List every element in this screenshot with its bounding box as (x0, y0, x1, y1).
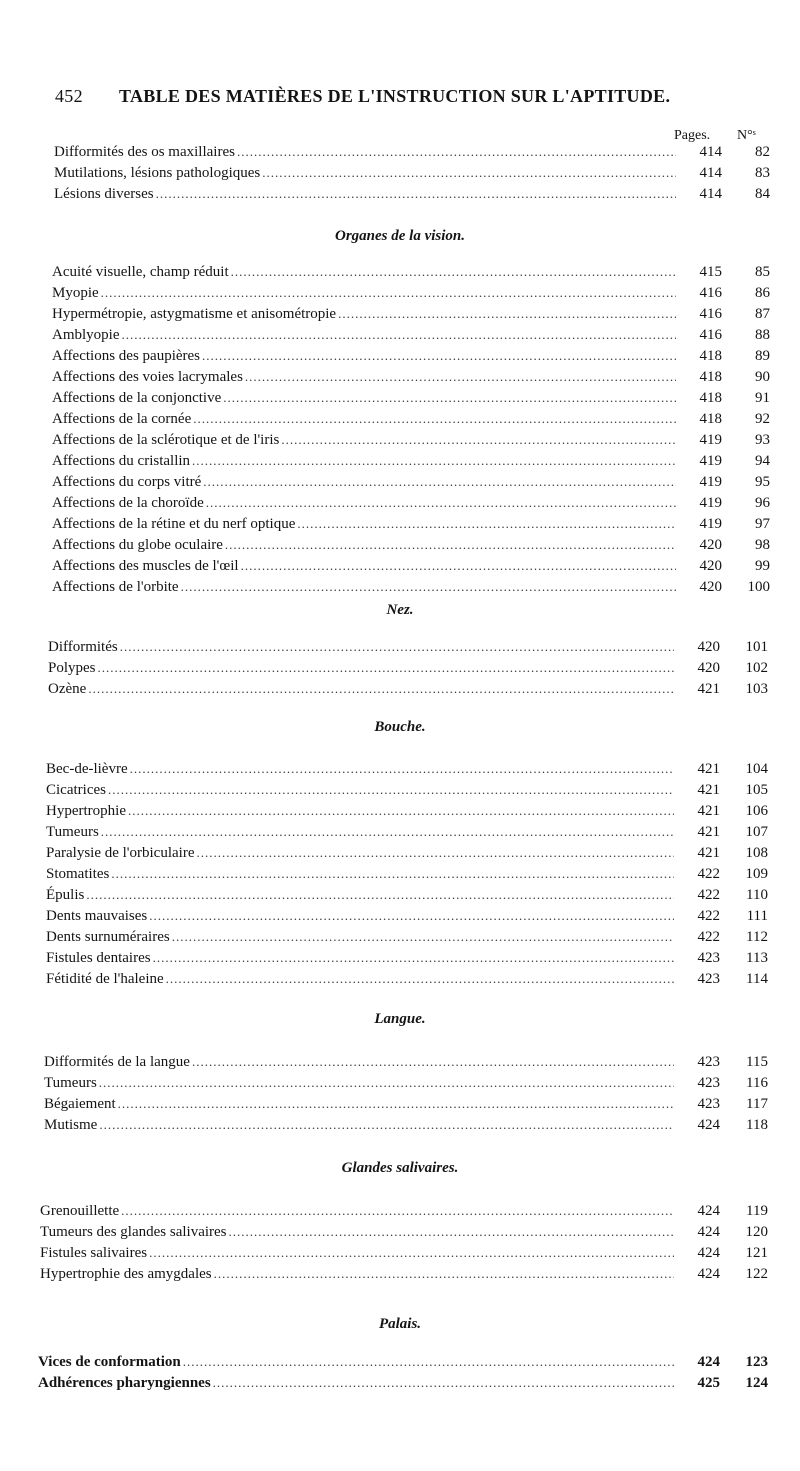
dot-leader (203, 472, 676, 492)
dot-leader (111, 864, 674, 884)
dot-leader (193, 409, 676, 429)
dot-leader (149, 1243, 674, 1263)
toc-entry: Mutilations, lésions pathologiques ..... 414 83 (54, 163, 772, 183)
toc-entry: Mutisme ..... 424 118 (44, 1115, 770, 1135)
page-number: 452 (55, 86, 83, 106)
toc-entry: Bec-de-lièvre ..... 421 104 (46, 759, 770, 779)
dot-leader (281, 430, 676, 450)
toc-entry: Dents surnuméraires ..... 422 112 (46, 927, 770, 947)
dot-leader (101, 283, 676, 303)
toc-entry: Vices de conformation ..... 424 123 (38, 1352, 770, 1372)
toc-entry: Fétidité de l'haleine ..... 423 114 (46, 969, 770, 989)
toc-entry: Acuité visuelle, champ réduit ..... 415 85 (52, 262, 772, 282)
toc-entry: Polypes ..... 420 102 (48, 658, 770, 678)
toc-entry: Affections du cristallin ..... 419 94 (52, 451, 772, 471)
page-title: TABLE DES MATIÈRES DE L'INSTRUCTION SUR L'APTITUDE. (119, 86, 671, 106)
dot-leader (192, 451, 676, 471)
page-header (55, 86, 755, 107)
toc-entry: Myopie ..... 416 86 (52, 283, 772, 303)
section-title-nez: Nez. (386, 602, 414, 618)
toc-entry: Grenouillette ..... 424 119 (40, 1201, 770, 1221)
toc-entry: Lésions diverses ..... 414 84 (54, 184, 772, 204)
dot-leader (181, 577, 676, 597)
dot-leader (231, 262, 676, 282)
toc-entry: Affections du corps vitré ..... 419 95 (52, 472, 772, 492)
toc-entry: Affections des muscles de l'œil ..... 420 99 (52, 556, 772, 576)
dot-leader (118, 1094, 674, 1114)
dot-leader (338, 304, 676, 324)
dot-leader (213, 1373, 674, 1393)
dot-leader (183, 1352, 674, 1372)
dot-leader (237, 142, 676, 162)
dot-leader (192, 1052, 674, 1072)
toc-entry: Bégaiement ..... 423 117 (44, 1094, 770, 1114)
dot-leader (206, 493, 676, 513)
toc-entry: Affections des paupières ..... 418 89 (52, 346, 772, 366)
toc-entry: Paralysie de l'orbiculaire ..... 421 108 (46, 843, 770, 863)
toc-entry: Difformités des os maxillaires ..... 414 82 (54, 142, 772, 162)
dot-leader (128, 801, 674, 821)
dot-leader (166, 969, 674, 989)
toc-entry: Affections de la sclérotique et de l'iris ..... 419 93 (52, 430, 772, 450)
toc-entry: Affections de la rétine et du nerf optique ..... 419 97 (52, 514, 772, 534)
dot-leader (98, 658, 674, 678)
dot-leader (120, 637, 674, 657)
toc-entry: Fistules dentaires ..... 423 113 (46, 948, 770, 968)
toc-entry: Difformités ..... 420 101 (48, 637, 770, 657)
dot-leader (245, 367, 676, 387)
dot-leader (101, 822, 674, 842)
dot-leader (108, 780, 674, 800)
pages-column-header: Pages. (674, 128, 711, 143)
dot-leader (122, 325, 677, 345)
dot-leader (153, 948, 674, 968)
toc-entry: Tumeurs ..... 421 107 (46, 822, 770, 842)
toc-entry: Hypertrophie ..... 421 106 (46, 801, 770, 821)
toc-entry: Fistules salivaires ..... 424 121 (40, 1243, 770, 1263)
section-title-palais: Palais. (378, 1316, 422, 1332)
dot-leader (99, 1115, 674, 1135)
section-title-glandes-salivaires: Glandes salivaires. (341, 1160, 459, 1176)
toc-entry: Affections de la conjonctive ..... 418 91 (52, 388, 772, 408)
toc-entry: Affections de la cornée ..... 418 92 (52, 409, 772, 429)
dot-leader (297, 514, 676, 534)
dot-leader (149, 906, 674, 926)
toc-entry: Hypertrophie des amygdales ..... 424 122 (40, 1264, 770, 1284)
toc-entry: Cicatrices ..... 421 105 (46, 780, 770, 800)
section-title-langue: Langue. (374, 1011, 426, 1027)
toc-entry: Tumeurs ..... 423 116 (44, 1073, 770, 1093)
toc-entry: Amblyopie ..... 416 88 (52, 325, 772, 345)
toc-entry: Affections des voies lacrymales ..... 418 90 (52, 367, 772, 387)
toc-entry: Affections du globe oculaire ..... 420 98 (52, 535, 772, 555)
toc-entry: Difformités de la langue ..... 423 115 (44, 1052, 770, 1072)
numbers-column-header: N°ˢ (737, 128, 756, 143)
dot-leader (214, 1264, 674, 1284)
dot-leader (196, 843, 674, 863)
toc-entry: Ozène ..... 421 103 (48, 679, 770, 699)
dot-leader (88, 679, 674, 699)
toc-entry: Hypermétropie, astygmatisme et anisométropie ..... 416 87 (52, 304, 772, 324)
dot-leader (241, 556, 676, 576)
dot-leader (130, 759, 674, 779)
dot-leader (121, 1201, 674, 1221)
toc-entry: Tumeurs des glandes salivaires ..... 424 120 (40, 1222, 770, 1242)
dot-leader (172, 927, 674, 947)
dot-leader (156, 184, 676, 204)
toc-entry: Affections de la choroïde ..... 419 96 (52, 493, 772, 513)
toc-entry: Stomatites ..... 422 109 (46, 864, 770, 884)
dot-leader (223, 388, 676, 408)
dot-leader (99, 1073, 674, 1093)
toc-entry: Affections de l'orbite ..... 420 100 (52, 577, 772, 597)
toc-entry: Épulis ..... 422 110 (46, 885, 770, 905)
dot-leader (229, 1222, 674, 1242)
section-title-vision: Organes de la vision. (334, 228, 465, 244)
section-title-bouche: Bouche. (374, 719, 426, 735)
dot-leader (202, 346, 676, 366)
toc-entry: Dents mauvaises ..... 422 111 (46, 906, 770, 926)
toc-entry: Adhérences pharyngiennes ..... 425 124 (38, 1373, 770, 1393)
dot-leader (225, 535, 676, 555)
dot-leader (262, 163, 676, 183)
dot-leader (86, 885, 674, 905)
